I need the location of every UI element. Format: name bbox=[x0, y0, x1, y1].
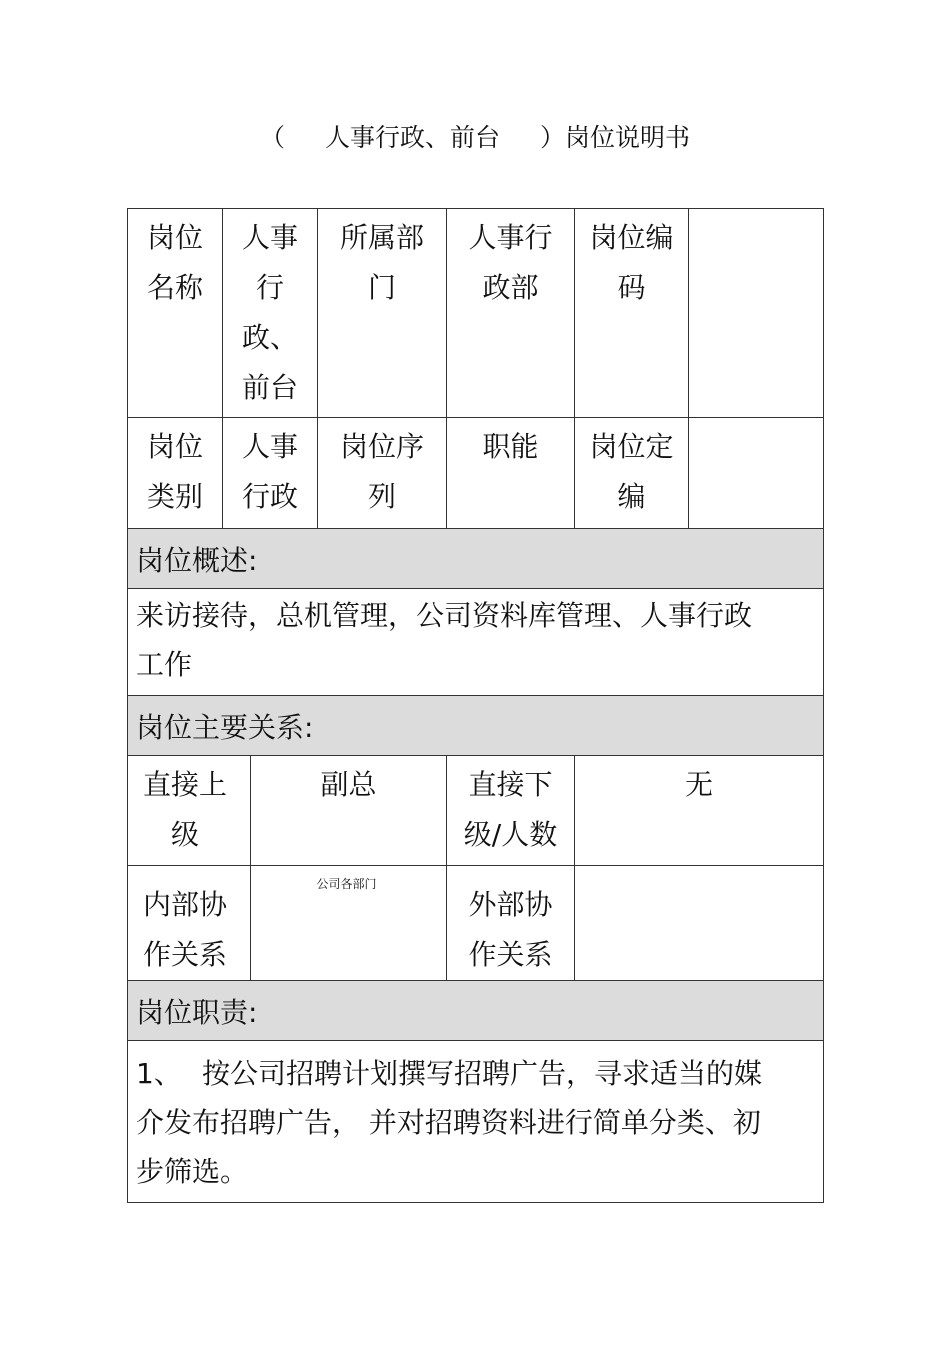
duty-item bbox=[128, 1041, 824, 1203]
duties-row bbox=[128, 1041, 824, 1203]
value-direct-subordinate: 无 bbox=[575, 756, 824, 866]
section-duties-header: 岗位职责: bbox=[128, 981, 824, 1041]
label-position-category: 岗位类别 bbox=[128, 418, 223, 529]
duty-item-number: 1、 bbox=[136, 1057, 182, 1090]
document-title bbox=[0, 118, 950, 154]
section-relations-header-row bbox=[128, 696, 824, 756]
relations-row-direct bbox=[128, 756, 824, 866]
section-overview-header: 岗位概述: bbox=[128, 529, 824, 589]
value-headcount bbox=[689, 418, 824, 529]
table-row-basic-info-1 bbox=[128, 209, 824, 418]
section-overview-header-row bbox=[128, 529, 824, 589]
overview-row bbox=[128, 589, 824, 696]
value-position-name: 人事行政、前台 bbox=[223, 209, 318, 418]
label-position-series: 岗位序列 bbox=[318, 418, 447, 529]
label-internal-cooperation: 内部协作关系 bbox=[128, 866, 251, 981]
section-duties-header-row bbox=[128, 981, 824, 1041]
relations-row-cooperation bbox=[128, 866, 824, 981]
value-position-series: 职能 bbox=[447, 418, 575, 529]
title-position: 人事行政、前台 bbox=[324, 123, 500, 152]
value-position-category: 人事行政 bbox=[223, 418, 318, 529]
duty-item-text: 按公司招聘计划撰写招聘广告，寻求适当的媒介发布招聘广告， 并对招聘资料进行简单分类、初步筛选。 bbox=[136, 1057, 763, 1188]
value-external-cooperation bbox=[575, 866, 824, 981]
value-position-code bbox=[689, 209, 824, 418]
title-close: ）岗位说明书 bbox=[540, 123, 691, 152]
label-position-code: 岗位编码 bbox=[575, 209, 689, 418]
label-direct-superior: 直接上级 bbox=[128, 756, 251, 866]
value-direct-superior: 副总 bbox=[251, 756, 447, 866]
label-department: 所属部门 bbox=[318, 209, 447, 418]
label-position-name: 岗位名称 bbox=[128, 209, 223, 418]
overview-text: 来访接待，总机管理，公司资料库管理、人事行政工作 bbox=[128, 589, 824, 696]
label-headcount: 岗位定编 bbox=[575, 418, 689, 529]
value-department: 人事行政部 bbox=[447, 209, 575, 418]
section-relations-header: 岗位主要关系: bbox=[128, 696, 824, 756]
label-direct-subordinate: 直接下级/人数 bbox=[447, 756, 575, 866]
title-open-bracket: （ bbox=[259, 123, 285, 152]
label-external-cooperation: 外部协作关系 bbox=[447, 866, 575, 981]
value-internal-cooperation: 公司各部门 bbox=[251, 866, 447, 981]
table-row-basic-info-2 bbox=[128, 418, 824, 529]
job-description-table bbox=[127, 208, 823, 1203]
